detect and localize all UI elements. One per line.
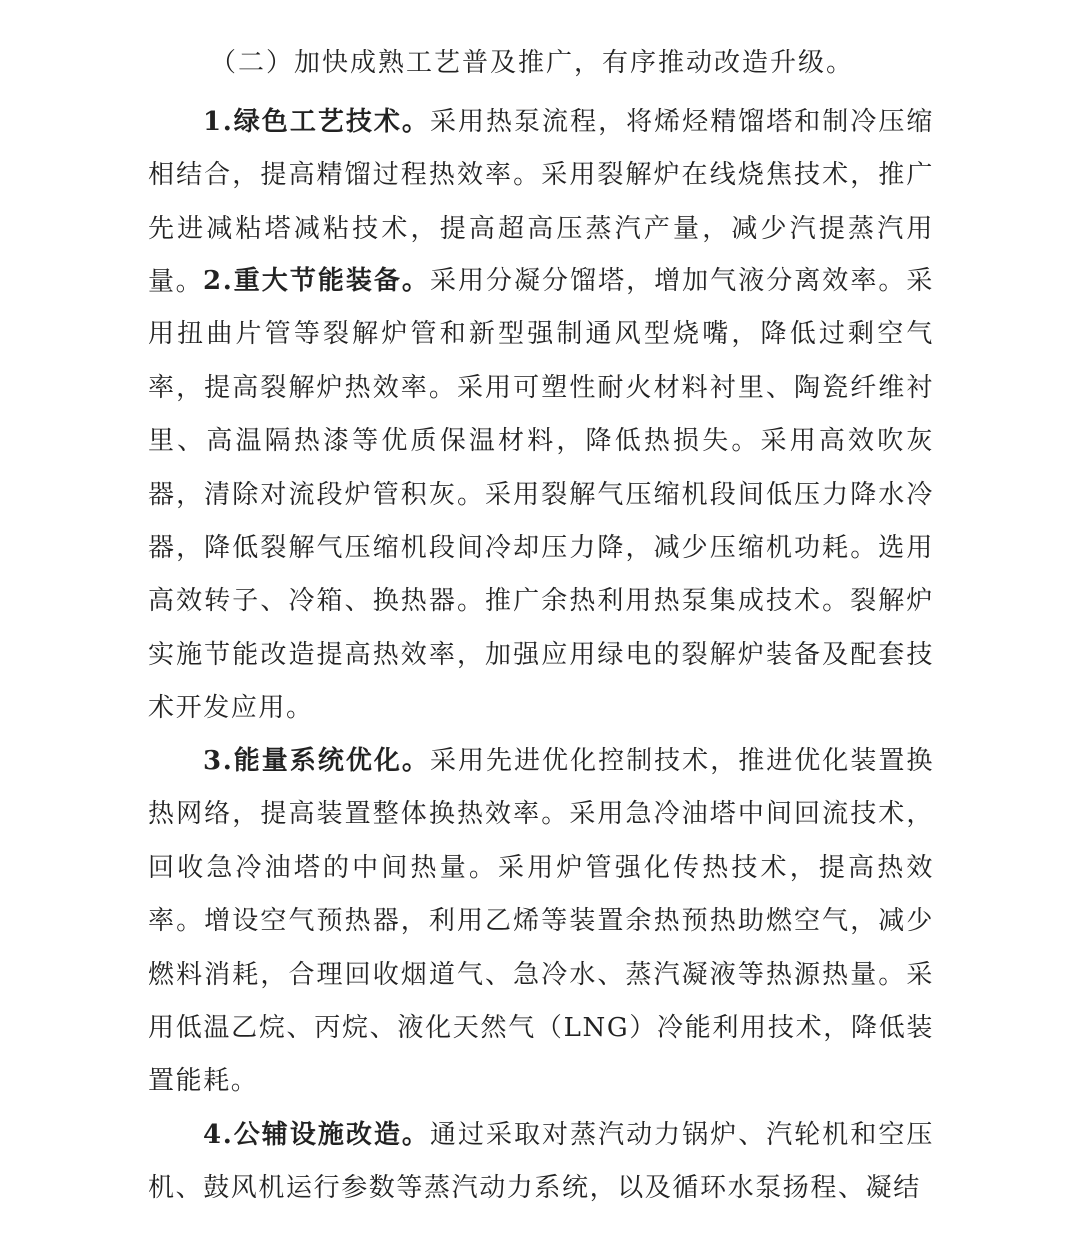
paragraph-body: 采用分凝分馏塔，增加气液分离效率。采用扭曲片管等裂解炉管和新型强制通风型烧嘴，降低过剩空气率，提高裂解炉热效率。采用可塑性耐火材料衬里、陶瓷纤维衬里、高温隔热漆等优质保温材料，降低热损失。采用高效吹灰器，清除对流段炉管积灰。采用裂解气压缩机段间低压力降水冷器，降低裂解气压缩机段间冷却压力降，减少压缩机功耗。选用高效转子、冷箱、换热器。推广余热利用热泵集成技术。裂解炉实施节能改造提高热效率，加强应用绿电的裂解炉装备及配套技术开发应用。 — [148, 266, 934, 724]
paragraph-lead: 2.重大节能装备。 — [203, 266, 430, 296]
paragraph-body: 通过采取对蒸汽动力锅炉、汽轮机和空压机、鼓风机运行参数等蒸汽动力系统，以及循环水泵扬程、凝结 — [148, 1120, 934, 1204]
paragraph-body: 采用热泵流程，将烯烃精馏塔和制冷压缩相结合，提高精馏过程热效率。采用裂解炉在线烧焦技术，推广先进减粘塔减粘技术，提高超高压蒸汽产量，减少汽提蒸汽用量。 — [148, 107, 934, 298]
section-heading: （二）加快成熟工艺普及推广，有序推动改造升级。 — [210, 48, 855, 78]
paragraph-lead: 4.公辅设施改造。 — [203, 1120, 430, 1150]
paragraph-lead: 3.能量系统优化。 — [203, 746, 430, 776]
paragraph-energy-system — [148, 735, 934, 1109]
paragraph-body: 采用先进优化控制技术，推进优化装置换热网络，提高装置整体换热效率。采用急冷油塔中间回流技术，回收急冷油塔的中间热量。采用炉管强化传热技术，提高热效率。增设空气预热器，利用乙烯等装置余热预热助燃空气，减少燃料消耗，合理回收烟道气、急冷水、蒸汽凝液等热源热量。采用低温乙烷、丙烷、液化天然气（LNG）冷能利用技术，降低装置能耗。 — [148, 746, 934, 1097]
paragraph-energy-equipment — [148, 255, 934, 736]
paragraph-lead: 1.绿色工艺技术。 — [203, 107, 430, 137]
paragraph-utilities — [148, 1109, 934, 1216]
